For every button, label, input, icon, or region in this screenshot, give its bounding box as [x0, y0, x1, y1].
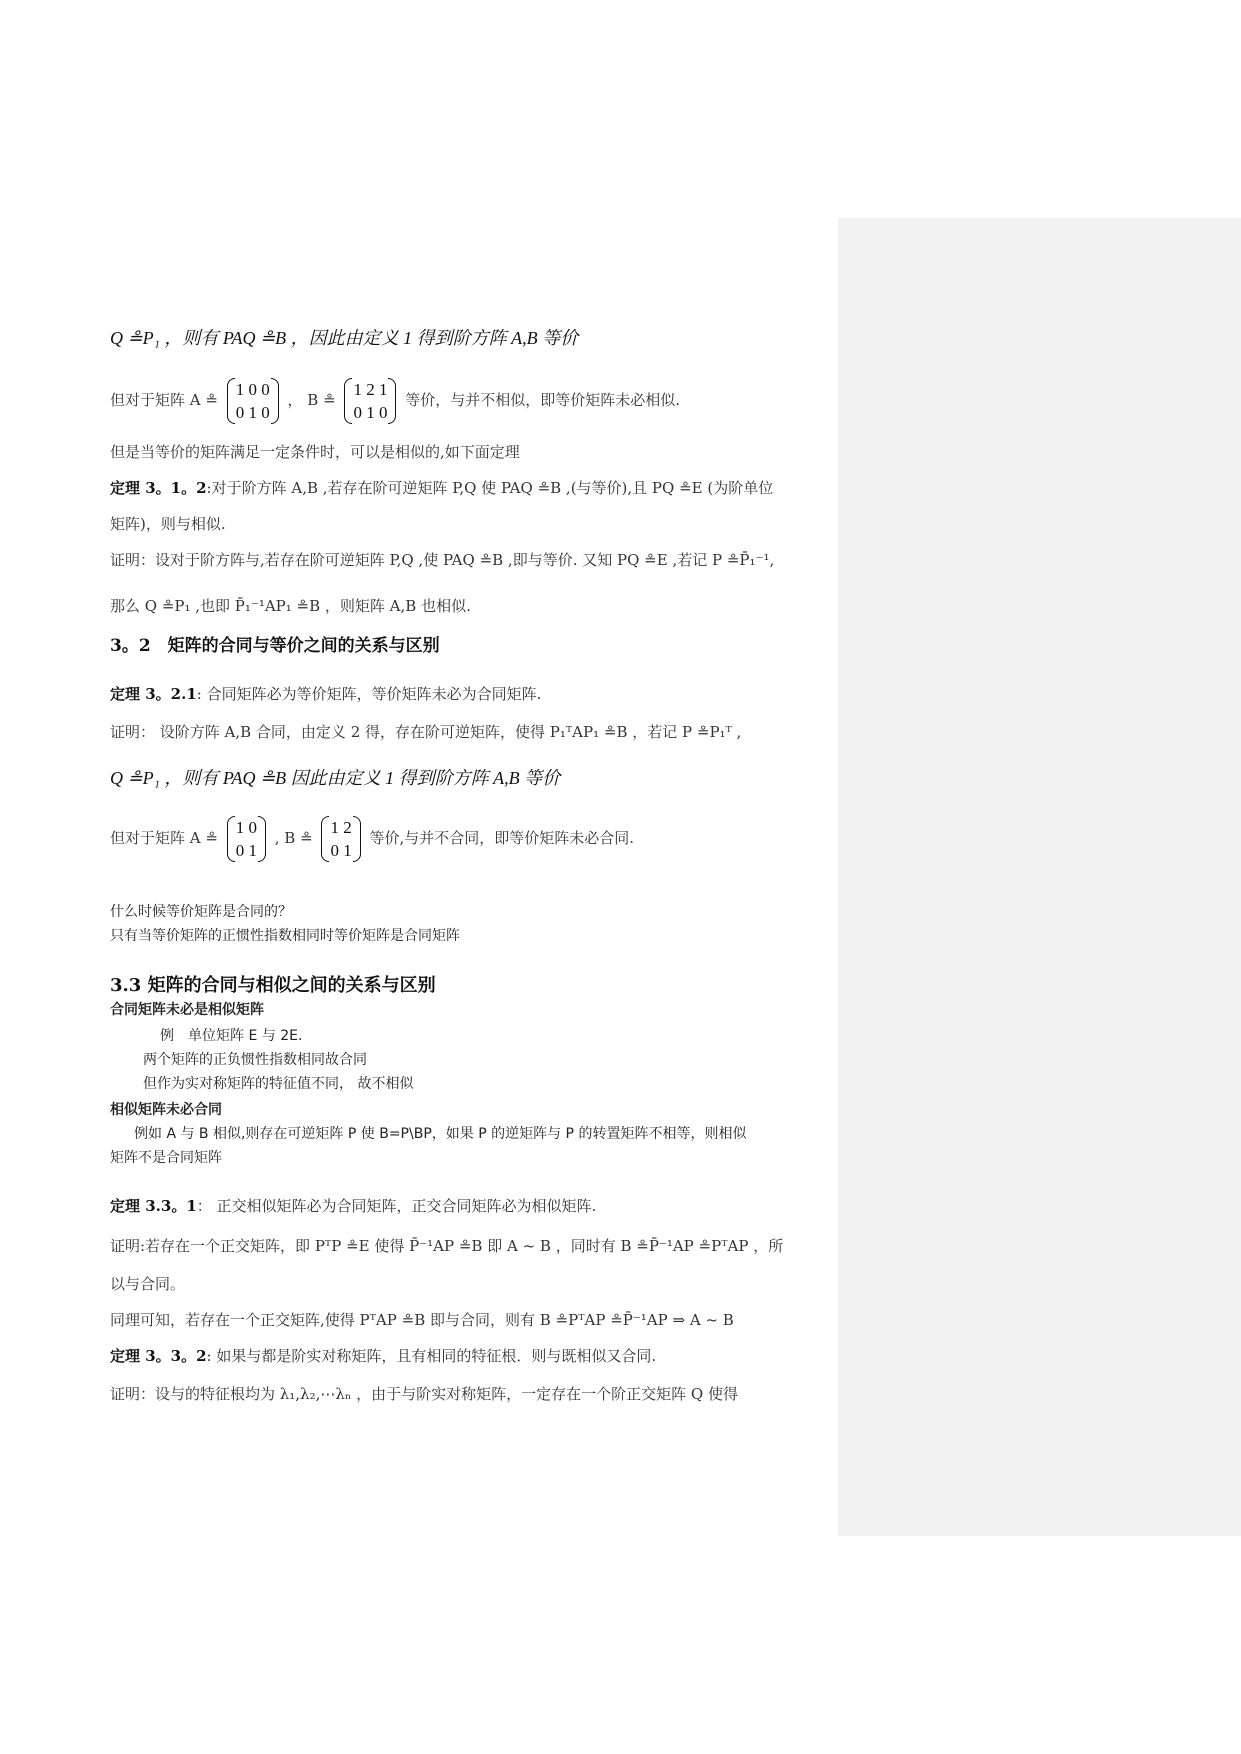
matrix-a: 1 0 0 0 1 0 [227, 378, 279, 424]
paragraph-condition: 但是当等价的矩阵满足一定条件时，可以是相似的,如下面定理 [110, 443, 520, 461]
matrix-example-2: 但对于矩阵 A ≗ 1 0 0 1 , B ≗ 1 2 0 1 等价,与并不合同，即等价矩阵未必合同. [110, 818, 635, 860]
answer-line: 只有当等价矩阵的正惯性指数相同时等价矩阵是合同矩阵 [110, 928, 460, 944]
section-heading-3-2: 3。2 矩阵的合同与等价之间的关系与区别 [110, 636, 440, 656]
matrix-a2: 1 0 0 1 [227, 816, 266, 862]
theorem-3-2-1: 定理 3。2.1: 合同矩阵必为等价矩阵，等价矩阵未必为合同矩阵. [110, 685, 542, 703]
matrix-b2: 1 2 0 1 [321, 816, 360, 862]
subheading-similar-not-congruent: 相似矩阵未必合同 [110, 1102, 222, 1118]
proof-3-3-2: 证明：设与的特征根均为 λ₁,λ₂,⋯λₙ ，由于与阶实对称矩阵，一定存在一个阶正交矩阵 Q 使得 [110, 1385, 738, 1403]
proof-3-2-1: 证明： 设阶方阵 A,B 合同，由定义 2 得，存在阶可逆矩阵，使得 P₁ᵀAP₁ ≗B ，若记 P ≗P₁ᵀ , [110, 723, 742, 741]
matrix-example-1: 但对于矩阵 A ≗ 1 0 0 0 1 0 ， B ≗ 1 2 1 0 1 0 等价，与并不相似，即等价矩阵未必相似. [110, 380, 680, 422]
proof-3-1-2: 证明：设对于阶方阵与,若存在阶可逆矩阵 P,Q ,使 PAQ ≗B ,即与等价. 又知 PQ ≗E ,若记 P ≗P̄₁⁻¹, [110, 551, 775, 569]
proof-3-3-1: 证明:若存在一个正交矩阵，即 PᵀP ≗E 使得 P̄⁻¹AP ≗B 即 A ~ B ，同时有 B ≗P̄⁻¹AP ≗PᵀAP ，所 [110, 1237, 784, 1255]
proof-3-2-1-cont: Q ≗P₁ ，则有 PAQ ≗B 因此由定义 1 得到阶方阵 A,B 等价 [110, 768, 561, 788]
proof-3-1-2-cont: 那么 Q ≗P₁ ,也即 P̄₁⁻¹AP₁ ≗B ，则矩阵 A,B 也相似. [110, 597, 471, 615]
proof-3-3-1-alt: 同理可知，若存在一个正交矩阵,使得 PᵀAP ≗B 即与合同，则有 B ≗PᵀAP ≗P̄⁻¹AP ⇒ A ~ B [110, 1311, 734, 1329]
example-similar-cont: 矩阵不是合同矩阵 [110, 1150, 222, 1166]
comment-pane [838, 218, 1241, 1536]
example-reason-2: 但作为实对称矩阵的特征值不同， 故不相似 [143, 1076, 414, 1092]
theorem-3-1-2-cont: 矩阵)，则与相似. [110, 515, 226, 533]
theorem-3-3-2: 定理 3。3。2: 如果与都是阶实对称矩阵，且有相同的特征根．则与既相似又合同. [110, 1347, 657, 1365]
example-reason-1: 两个矩阵的正负惯性指数相同故合同 [143, 1052, 367, 1068]
theorem-3-1-2: 定理 3。1。2:对于阶方阵 A,B ,若存在阶可逆矩阵 P,Q 使 PAQ ≗B ,(与等价),且 PQ ≗E (为阶单位 [110, 479, 774, 497]
matrix-b: 1 2 1 0 1 0 [344, 378, 396, 424]
theorem-3-3-1: 定理 3.3。1： 正交相似矩阵必为合同矩阵，正交合同矩阵必为相似矩阵. [110, 1197, 597, 1215]
section-heading-3-3: 3.3 矩阵的合同与相似之间的关系与区别 [110, 975, 436, 996]
proof-3-3-1-cont: 以与合同。 [110, 1275, 186, 1293]
line-q-p1: Q ≗P₁ ，则有 PAQ ≗B ，因此由定义 1 得到阶方阵 A,B 等价 [110, 328, 579, 348]
example-similar: 例如 A 与 B 相似,则存在可逆矩阵 P 使 B=P\BP，如果 P 的逆矩阵与 P 的转置矩阵不相等，则相似 [134, 1126, 747, 1142]
question-line: 什么时候等价矩阵是合同的？ [110, 904, 292, 920]
example-identity: 例 单位矩阵 E 与 2E. [160, 1028, 303, 1044]
subheading-congruent-not-similar: 合同矩阵未必是相似矩阵 [110, 1002, 264, 1018]
